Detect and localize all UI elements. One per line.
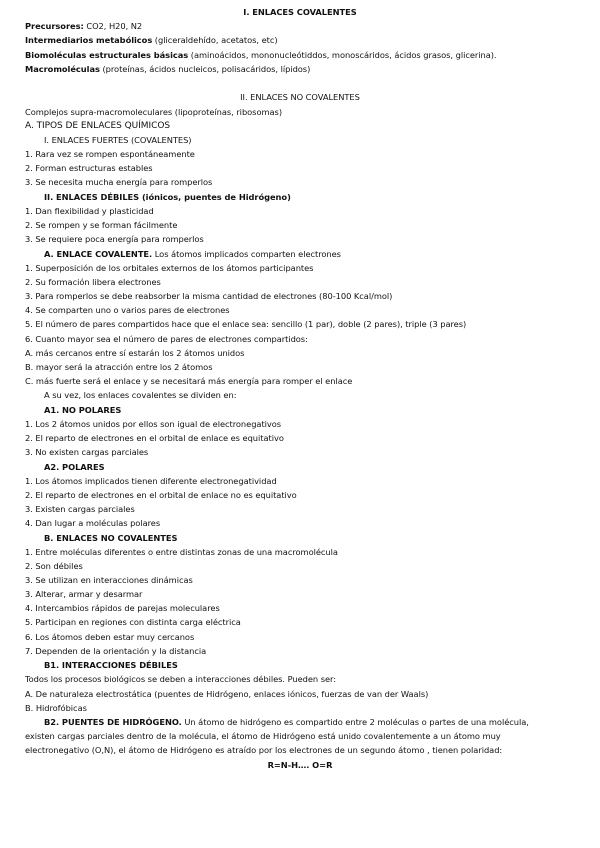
section-1-title: I. ENLACES COVALENTES — [243, 7, 357, 17]
list-item: 1. Superposición de los orbitales externos de los átomos participantes — [25, 263, 314, 273]
interacciones-title: B1. INTERACCIONES DÉBILES — [44, 660, 178, 670]
list-item: B. Hidrofóbicas — [25, 703, 87, 713]
macromoleculas-label: Macromoléculas — [25, 64, 100, 74]
list-item: 4. Intercambios rápidos de parejas moleculares — [25, 603, 220, 613]
list-item: 2. El reparto de electrones en el orbital de enlace es equitativo — [25, 433, 284, 443]
puentes-title: B2. PUENTES DE HIDRÓGENO. — [44, 717, 182, 727]
list-item: 2. Su formación libera electrones — [25, 277, 161, 287]
list-item: 2. Son débiles — [25, 561, 83, 571]
biomoleculas-line — [25, 49, 497, 61]
list-item: 5. Participan en regiones con distinta carga eléctrica — [25, 617, 241, 627]
covalente-subdivide: A su vez, los enlaces covalentes se dividen en: — [44, 390, 237, 400]
list-item: 1. Los átomos implicados tienen diferente electronegatividad — [25, 476, 277, 486]
section-2-title: II. ENLACES NO COVALENTES — [240, 92, 360, 102]
list-item: 3. Para romperlos se debe reabsorber la misma cantidad de electrones (80-100 Kcal/mol) — [25, 291, 393, 301]
fuertes-title: I. ENLACES FUERTES (COVALENTES) — [44, 135, 192, 145]
covalente-title: A. ENLACE COVALENTE. — [44, 249, 153, 259]
macromoleculas-line — [25, 63, 310, 75]
puentes-heading — [44, 716, 529, 728]
list-item: 5. El número de pares compartidos hace que el enlace sea: sencillo (1 par), doble (2 pares), triple (3 pares) — [25, 319, 467, 329]
list-item: A. más cercanos entre sí estarán los 2 átomos unidos — [25, 348, 245, 358]
list-item: 3. Se utilizan en interacciones dinámicas — [25, 575, 193, 585]
list-item: 2. Se rompen y se forman fácilmente — [25, 220, 178, 230]
intermediarios-line — [25, 34, 278, 46]
biomoleculas-text: (aminoácidos, mononucleótiddos, monoscáridos, ácidos grasos, glicerina). — [188, 50, 497, 60]
precursores-text: CO2, H20, N2 — [83, 21, 143, 31]
list-item: 1. Dan flexibilidad y plasticidad — [25, 206, 154, 216]
puentes-line1: Un átomo de hidrógeno es compartido entre 2 moléculas o partes de una molécula, — [181, 717, 529, 727]
puentes-line3: electronegativo (O,N), el átomo de Hidrógeno es atraído por los electrones de un segundo átomo , tienen polaridad: — [25, 745, 503, 755]
biomoleculas-label: Biomoléculas estructurales básicas — [25, 50, 189, 60]
list-item: 3. Se requiere poca energía para romperlos — [25, 234, 204, 244]
list-item: 4. Se comparten uno o varios pares de electrones — [25, 305, 230, 315]
list-item: A. De naturaleza electrostática (puentes de Hidrógeno, enlaces iónicos, fuerzas de van der Waals) — [25, 689, 429, 699]
list-item: B. mayor será la atracción entre los 2 átomos — [25, 362, 213, 372]
list-item: 3. Alterar, armar y desarmar — [25, 589, 143, 599]
list-item: 2. El reparto de electrones en el orbital de enlace no es equitativo — [25, 490, 297, 500]
puentes-formula: R=N-H…. O=R — [267, 760, 333, 770]
macromoleculas-text: (proteínas, ácidos nucleicos, polisacáridos, lípidos) — [99, 64, 311, 74]
list-item: 1. Entre moléculas diferentes o entre distintas zonas de una macromolécula — [25, 547, 338, 557]
no-polares-title: A1. NO POLARES — [44, 405, 122, 415]
list-item: 6. Cuanto mayor sea el número de pares de electrones compartidos: — [25, 334, 308, 344]
list-item: 3. No existen cargas parciales — [25, 447, 149, 457]
list-item: 1. Los 2 átomos unidos por ellos son igual de electronegativos — [25, 419, 282, 429]
debiles-title: II. ENLACES DÉBILES (iónicos, puentes de Hidrógeno) — [44, 192, 291, 202]
precursores-label: Precursores: — [25, 21, 84, 31]
list-item: 1. Rara vez se rompen espontáneamente — [25, 149, 195, 159]
list-item: 3. Se necesita mucha energía para romperlos — [25, 177, 213, 187]
list-item: 2. Forman estructuras estables — [25, 163, 153, 173]
complejos-line: Complejos supra-macromoleculares (lipoproteínas, ribosomas) — [25, 107, 283, 117]
intermediarios-label: Intermediarios metabólicos — [25, 35, 153, 45]
intermediarios-text: (gliceraldehído, acetatos, etc) — [152, 35, 278, 45]
tipos-title: A. TIPOS DE ENLACES QUÍMICOS — [25, 121, 171, 131]
no-covalentes-title: B. ENLACES NO COVALENTES — [44, 533, 178, 543]
list-item: 7. Dependen de la orientación y la distancia — [25, 646, 207, 656]
precursores-line — [25, 20, 142, 32]
list-item: 3. Existen cargas parciales — [25, 504, 135, 514]
list-item: 4. Dan lugar a moléculas polares — [25, 518, 161, 528]
polares-title: A2. POLARES — [44, 462, 105, 472]
puentes-line2: existen cargas parciales dentro de la molécula, el átomo de Hidrógeno está unido covalentemente a un átomo muy — [25, 731, 501, 741]
list-item: 6. Los átomos deben estar muy cercanos — [25, 632, 195, 642]
list-item: C. más fuerte será el enlace y se necesitará más energía para romper el enlace — [25, 376, 353, 386]
covalente-desc: Los átomos implicados comparten electrones — [152, 249, 341, 259]
covalente-heading — [44, 248, 341, 260]
interacciones-intro: Todos los procesos biológicos se deben a interacciones débiles. Pueden ser: — [25, 674, 337, 684]
